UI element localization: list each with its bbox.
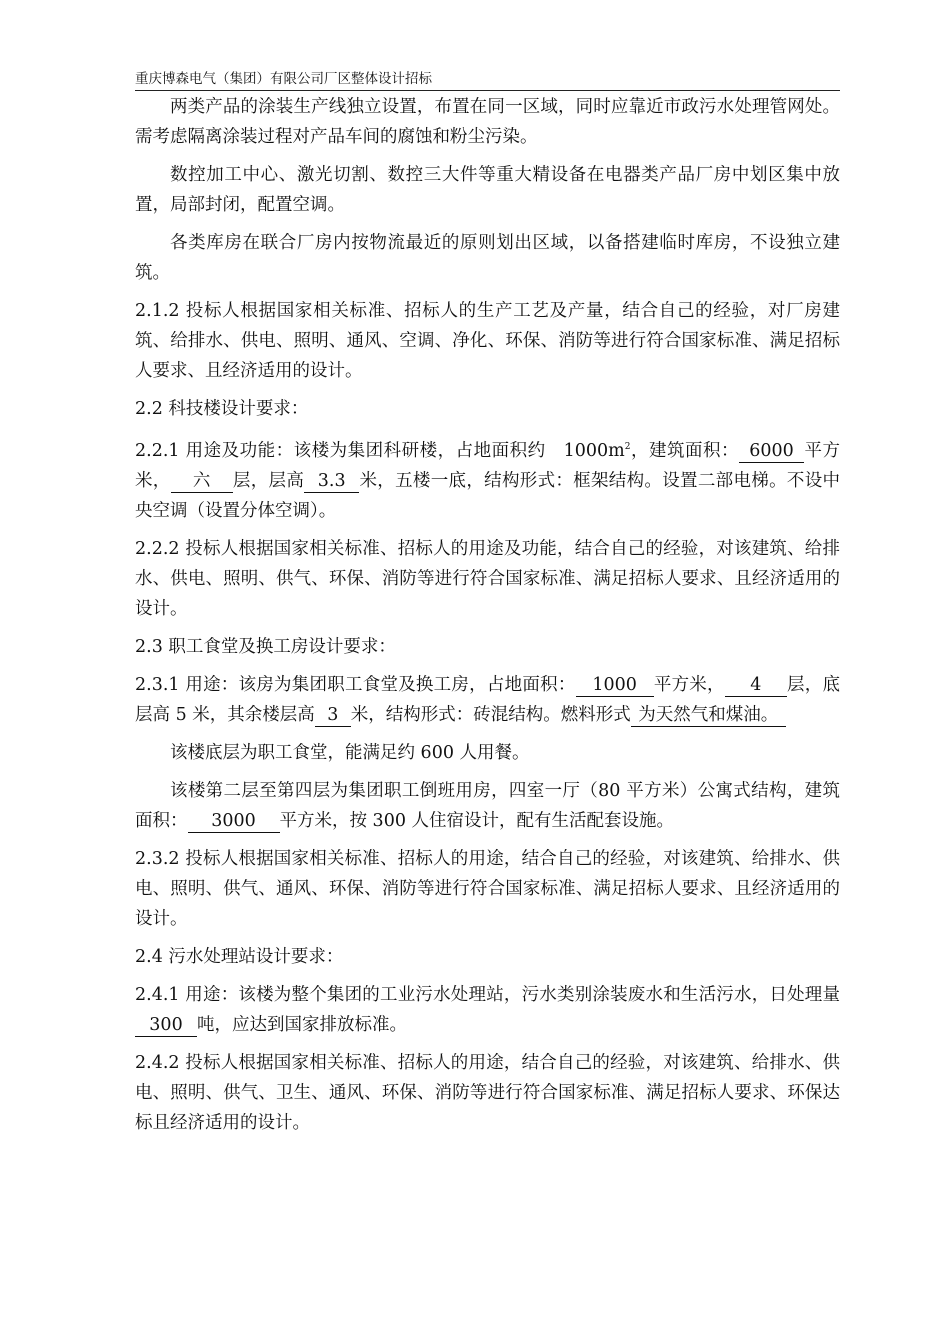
paragraph-2-4-1: 2.4.1 用途：该楼为整个集团的工业污水处理站，污水类别涂装废水和生活污水，日处理量300 吨，应达到国家排放标准。 bbox=[135, 984, 840, 1035]
paragraph-cnc-equipment: 数控加工中心、激光切割、数控三大件等重大精设备在电器类产品厂房中划区集中放置，局部封闭，配置空调。 bbox=[135, 165, 840, 215]
heading-2-2: 2.2 科技楼设计要求： bbox=[135, 399, 309, 419]
underlined-height: 3 bbox=[315, 704, 351, 727]
heading-2-4: 2.4 污水处理站设计要求： bbox=[135, 946, 344, 967]
document-body bbox=[135, 92, 840, 1146]
header-title: 重庆博森电气（集团）有限公司厂区整体设计招标 bbox=[135, 71, 432, 87]
paragraph-coating-lines: 两类产品的涂装生产线独立设置，布置在同一区域，同时应靠近市政污水处理管网处。需考虑隔离涂装过程对产品车间的腐蚀和粉尘污染。 bbox=[135, 97, 840, 147]
underlined-amount: 300 bbox=[135, 1014, 197, 1037]
paragraph-canteen: 该楼底层为职工食堂，能满足约 600 人用餐。 bbox=[170, 742, 530, 763]
underlined-area: 3000 bbox=[188, 810, 280, 833]
underlined-area: 6000 bbox=[739, 440, 804, 463]
paragraph-2-3-2: 2.3.2 投标人根据国家相关标准、招标人的用途，结合自己的经验，对该建筑、给排水、供电、照明、供气、通风、环保、消防等进行符合国家标准、满足招标人要求、且经济适用的设计。 bbox=[135, 848, 840, 929]
paragraph-2-1-2: 2.1.2 投标人根据国家相关标准、招标人的生产工艺及产量，结合自己的经验，对厂房建筑、给排水、供电、照明、通风、空调、净化、环保、消防等进行符合国家标准、满足招标人要求、且经济适用的设计。 bbox=[135, 301, 840, 381]
heading-2-3: 2.3 职工食堂及换工房设计要求： bbox=[135, 636, 396, 657]
underlined-area: 1000 bbox=[576, 674, 654, 697]
paragraph-2-4-2: 2.4.2 投标人根据国家相关标准、招标人的用途，结合自己的经验，对该建筑、给排水、供电、照明、供气、卫生、通风、环保、消防等进行符合国家标准、满足招标人要求、环保达标且经济适用的设计。 bbox=[135, 1052, 840, 1133]
underlined-height: 3.3 bbox=[304, 470, 359, 493]
underlined-floors: 六 bbox=[171, 470, 233, 493]
page-header bbox=[135, 70, 840, 91]
paragraph-warehouses: 各类库房在联合厂房内按物流最近的原则划出区域，以备搭建临时库房，不设独立建筑。 bbox=[135, 233, 840, 283]
paragraph-dormitory: 该楼第二层至第四层为集团职工倒班用房，四室一厅（80 平方米）公寓式结构，建筑面积： 3000 平方米，按 300 人住宿设计，配有生活配套设施。 bbox=[135, 780, 840, 831]
paragraph-2-2-2: 2.2.2 投标人根据国家相关标准、招标人的用途及功能，结合自己的经验，对该建筑、给排水、供电、照明、供气、环保、消防等进行符合国家标准、满足招标人要求、且经济适用的设计。 bbox=[135, 538, 840, 619]
underlined-fuel: 为天然气和煤油。 bbox=[631, 704, 786, 727]
paragraph-2-3-1: 2.3.1 用途：该房为集团职工食堂及换工房，占地面积： 1000 平方米， 4 层，底层高 5 米，其余楼层高 3 米，结构形式：砖混结构。燃料形式 为天然气和煤油。 bbox=[135, 674, 841, 725]
underlined-floors: 4 bbox=[725, 674, 787, 697]
paragraph-2-2-1: 2.2.1 用途及功能：该楼为集团科研楼，占地面积约 $1000m^2$，建筑面积： 6000 平方米， 六 层，层高 3.3 米，五楼一底，结构形式：框架结构。设置二部电梯。不设中央空调（设置分体空调）。 bbox=[135, 440, 841, 521]
